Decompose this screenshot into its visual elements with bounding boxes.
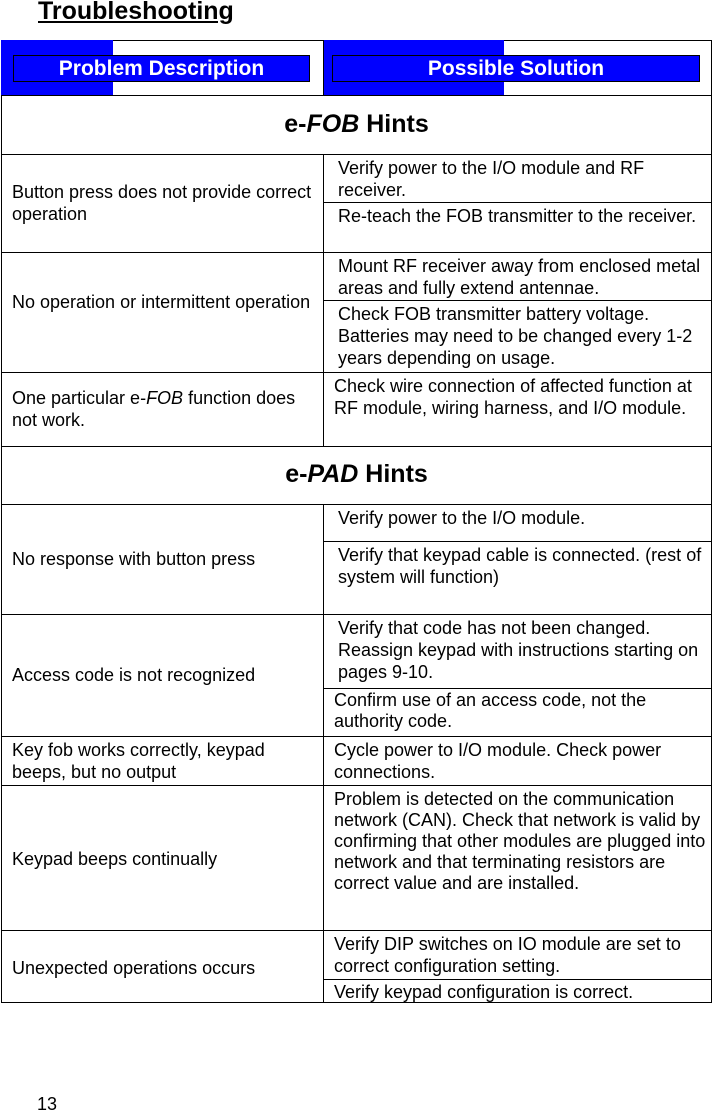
header-accent	[13, 82, 113, 95]
problem-cell: Button press does not provide correct operation	[12, 182, 312, 224]
problem-cell: Access code is not recognized	[12, 665, 256, 685]
solution-cell: Mount RF receiver away from enclosed metal areas and fully extend antennae.	[338, 256, 701, 298]
epad-section-title: e-PAD Hints	[285, 460, 428, 488]
problem-cell: No operation or intermittent operation	[12, 292, 311, 312]
solution-cell: Verify power to the I/O module and RF receiver.	[338, 158, 645, 200]
problem-cell: Keypad beeps continually	[12, 849, 218, 869]
row-divider	[323, 541, 712, 542]
row-divider	[1, 504, 712, 505]
header-accent	[1, 40, 13, 95]
header-accent	[323, 82, 504, 95]
solution-cell: Problem is detected on the communication network (CAN). Check that network is valid by confirming that other modules are plugged into network and that terminating resistors are correct value and are installed.	[334, 789, 706, 893]
page-number: 13	[37, 1094, 58, 1114]
row-divider	[323, 300, 712, 301]
row-divider	[1, 785, 712, 786]
column-divider	[323, 40, 324, 95]
problem-cell: No response with button press	[12, 549, 256, 569]
row-divider	[323, 202, 712, 203]
row-divider	[1, 372, 712, 373]
column-divider	[323, 504, 324, 1003]
row-divider	[1, 446, 712, 447]
column-divider	[323, 154, 324, 446]
solution-cell: Check FOB transmitter battery voltage. Batteries may need to be changed every 1-2 years depending on usage.	[338, 304, 693, 368]
problem-cell: Unexpected operations occurs	[12, 958, 256, 978]
solution-cell: Cycle power to I/O module. Check power connections.	[334, 740, 662, 782]
row-divider	[323, 979, 712, 980]
problem-cell: Key fob works correctly, keypad beeps, but no output	[12, 740, 265, 782]
header-accent	[323, 55, 332, 82]
row-divider	[1, 736, 712, 737]
header-accent	[323, 40, 504, 55]
problem-description-header: Problem Description	[13, 55, 310, 82]
solution-cell: Check wire connection of affected function at RF module, wiring harness, and I/O module.	[334, 376, 692, 418]
row-divider	[1, 252, 712, 253]
row-divider	[1, 930, 712, 931]
solution-cell: Verify DIP switches on IO module are set to correct configuration setting.	[334, 934, 681, 976]
solution-cell: Verify keypad configuration is correct.	[334, 982, 634, 1002]
solution-cell: Verify that code has not been changed. Reassign keypad with instructions starting on pages 9-10.	[338, 618, 699, 682]
solution-cell: Verify power to the I/O module.	[338, 508, 586, 528]
solution-cell: Confirm use of an access code, not the authority code.	[334, 690, 647, 731]
solution-cell: Verify that keypad cable is connected. (rest of system will function)	[338, 545, 702, 587]
row-divider	[1, 95, 712, 96]
possible-solution-header: Possible Solution	[332, 55, 700, 82]
row-divider	[1, 154, 712, 155]
page-title: Troubleshooting	[38, 0, 234, 25]
row-divider	[323, 688, 712, 689]
header-accent	[13, 40, 113, 55]
efob-section-title: e-FOB Hints	[284, 110, 429, 138]
problem-cell: One particular e-FOB function does not work.	[12, 388, 296, 430]
row-divider	[1, 614, 712, 615]
solution-cell: Re-teach the FOB transmitter to the receiver.	[338, 206, 697, 226]
